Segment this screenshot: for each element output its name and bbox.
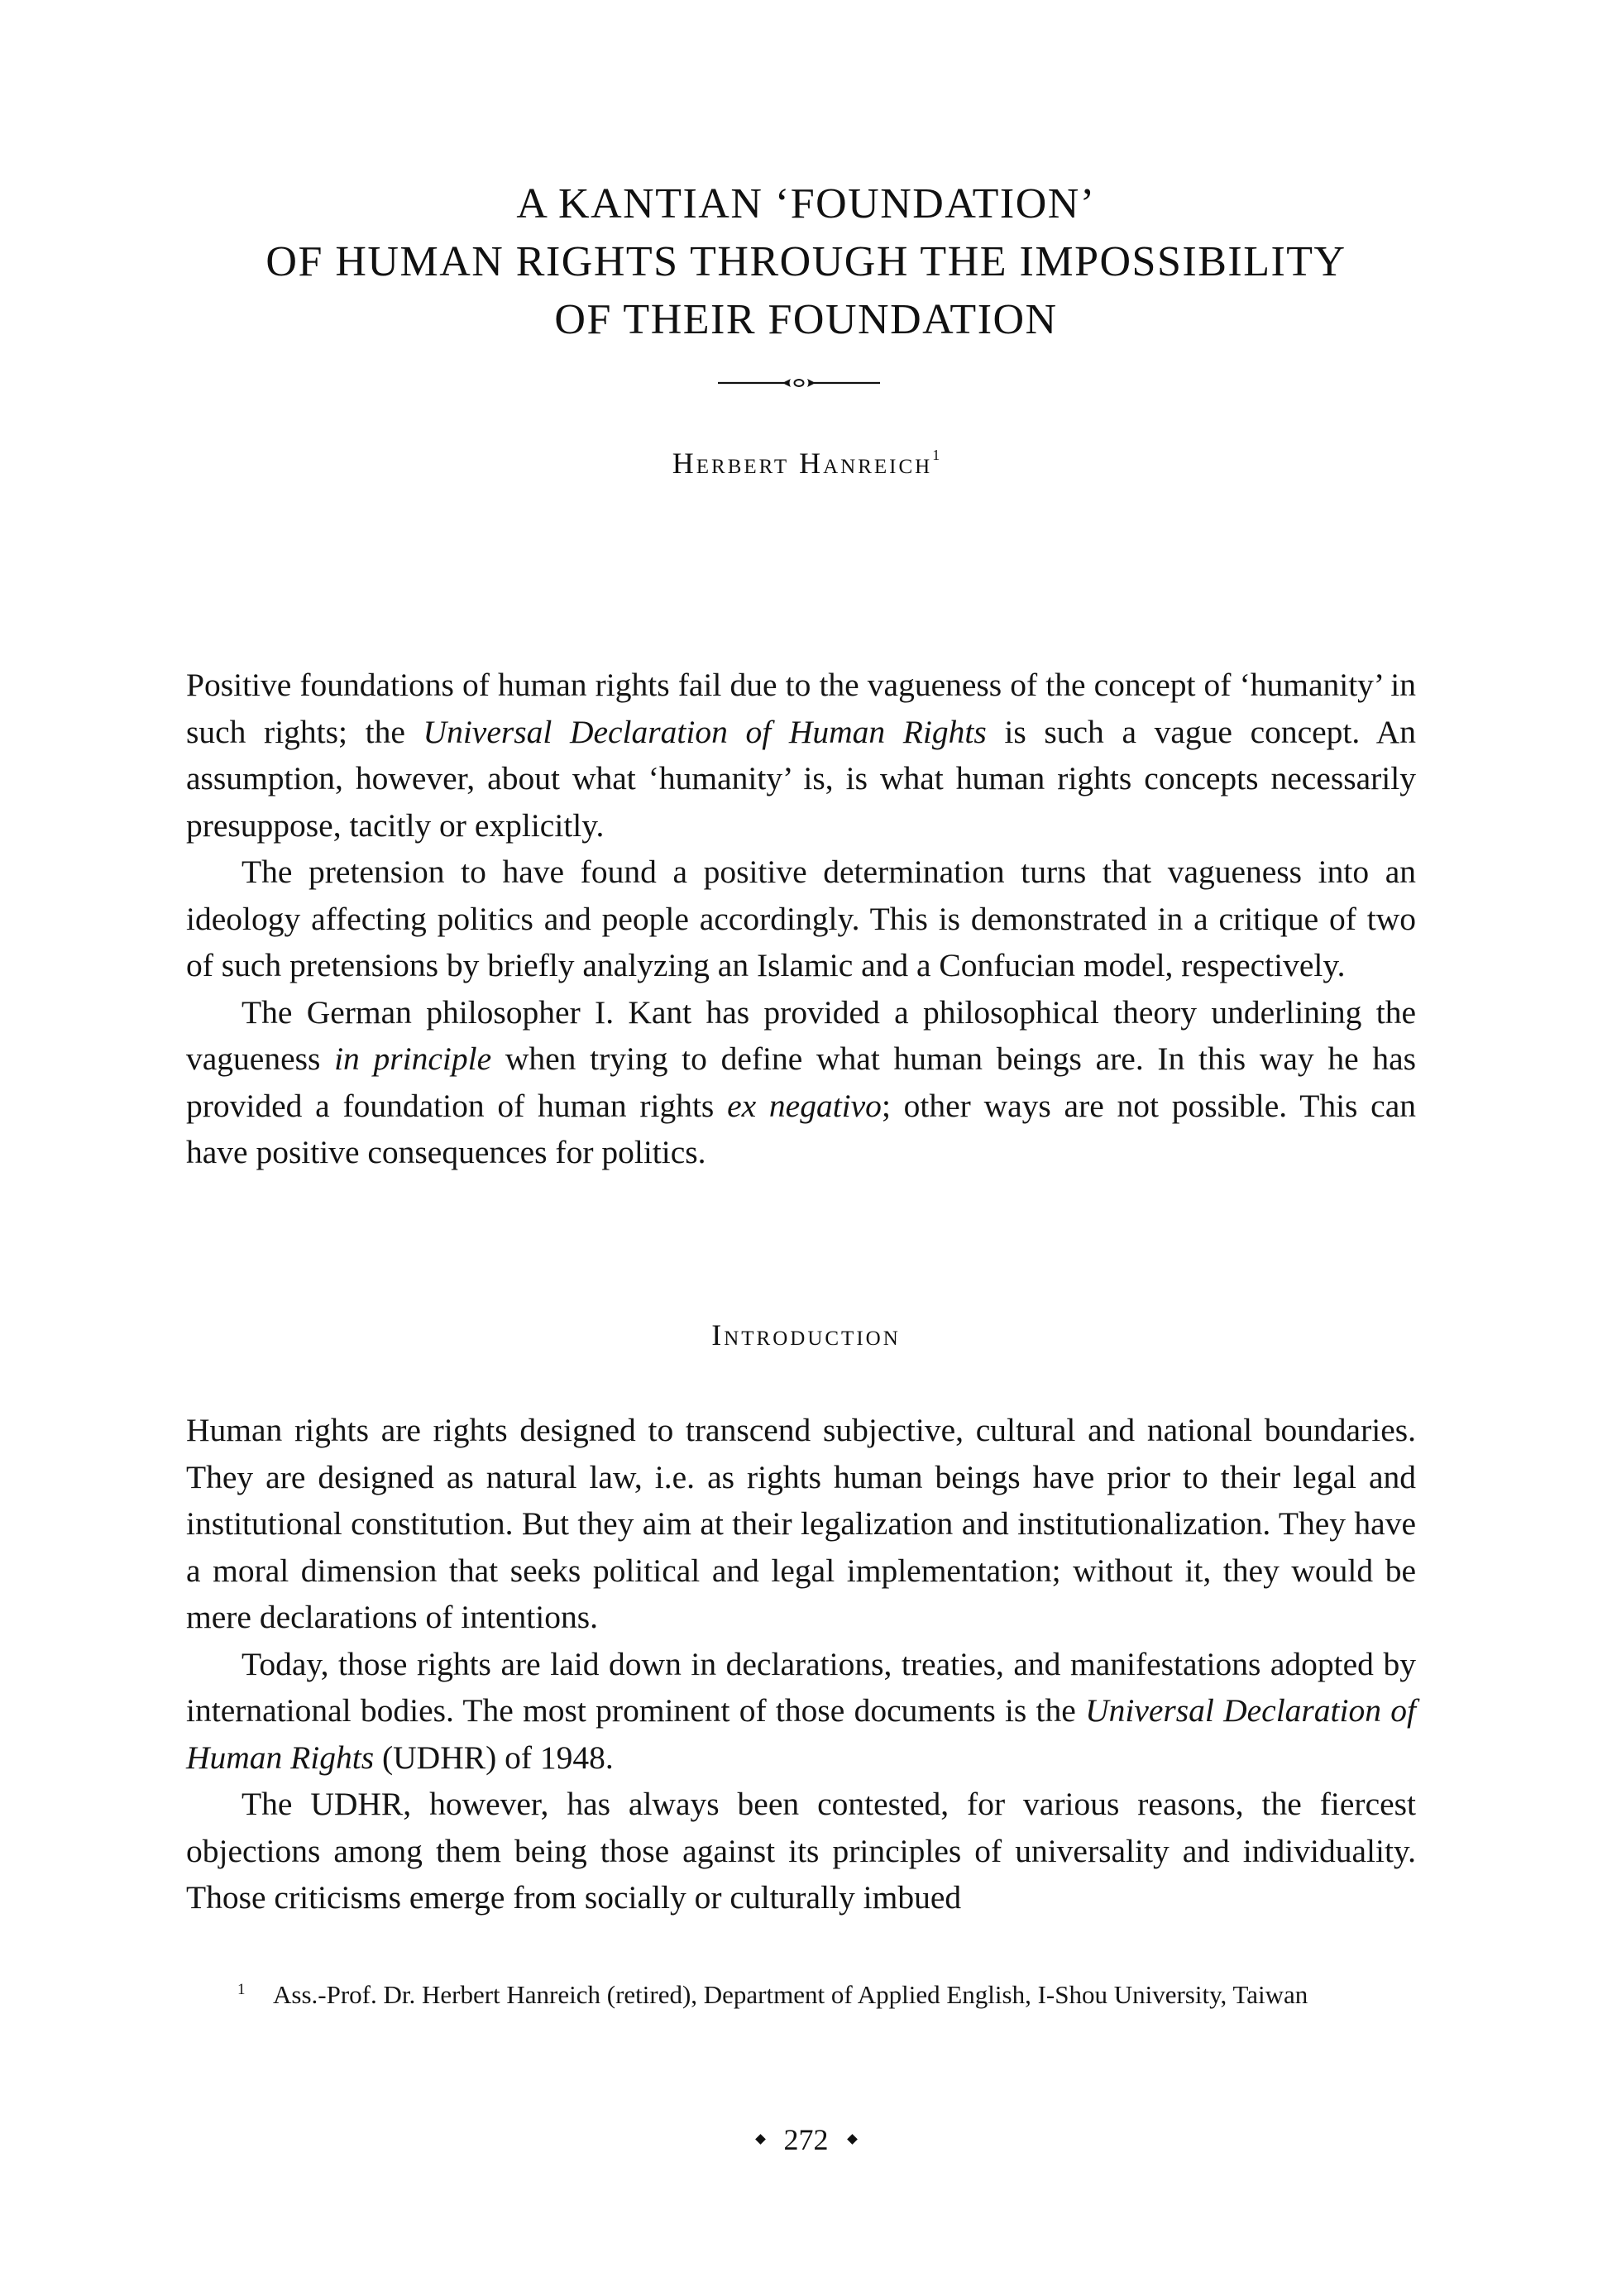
footnote bbox=[237, 1975, 1416, 2014]
fleuron-divider-icon bbox=[718, 374, 880, 392]
author-line bbox=[0, 445, 1612, 481]
text-run: ; other ways are not possible. This can have positive consequences for politics. bbox=[186, 1087, 1417, 1170]
body-paragraph bbox=[186, 1407, 1416, 1641]
paper-title bbox=[0, 175, 1612, 349]
text-run: Today, those rights are laid down in declarations, treaties, and manifestations adopted by international bodies. The most prominent of those documents is the bbox=[186, 1645, 1416, 1729]
body-paragraph bbox=[186, 1781, 1416, 1921]
title-line: OF HUMAN RIGHTS THROUGH THE IMPOSSIBILITY bbox=[265, 238, 1347, 285]
diamond-bullet-icon bbox=[755, 2134, 766, 2145]
italic-title: Universal Declaration of Human Rights bbox=[186, 1692, 1416, 1776]
footnote-text: Ass.-Prof. Dr. Herbert Hanreich (retired), Department of Applied English, I-Shou University, Taiwan bbox=[273, 1980, 1308, 2009]
footnote-marker: 1 bbox=[237, 1981, 246, 1998]
diamond-bullet-icon bbox=[847, 2134, 858, 2145]
text-run: (UDHR) of 1948. bbox=[374, 1739, 614, 1776]
abstract-paragraph bbox=[186, 849, 1416, 989]
text-run: when trying to define what human beings are. In this way he has provided a foundation of human rights bbox=[186, 1040, 1416, 1124]
title-line: A KANTIAN ‘FOUNDATION’ bbox=[516, 180, 1096, 227]
abstract-paragraph bbox=[186, 989, 1416, 1176]
page-number bbox=[0, 2121, 1612, 2158]
text-run: is such a vague concept. An assumption, however, about what ‘humanity’ is, is what human rights concepts necessarily presuppose, tacitly or explicitly. bbox=[186, 713, 1417, 844]
italic-emphasis: ex negativo bbox=[727, 1087, 882, 1124]
italic-emphasis: in principle bbox=[334, 1040, 492, 1077]
title-line: OF THEIR FOUNDATION bbox=[554, 296, 1058, 343]
abstract-paragraph bbox=[186, 662, 1416, 849]
text-run: The German philosopher I. Kant has provided a philosophical theory underlining the vagueness bbox=[186, 993, 1416, 1077]
text-run: Positive foundations of human rights fail due to the vagueness of the concept of ‘humanity’ in such rights; the bbox=[186, 667, 1416, 750]
footnote-reference[interactable]: 1 bbox=[932, 447, 940, 463]
abstract bbox=[186, 662, 1416, 1176]
text-run: Human rights are rights designed to transcend subjective, cultural and national boundaries. They are designed as natural law, i.e. as rights human beings have prior to their legal and institutional constitution. But they aim at their legalization and institutionalization. They have a moral dimension that seeks political and legal implementation; without it, they would be mere declarations of intentions. bbox=[186, 1412, 1416, 1635]
body-paragraph bbox=[186, 1641, 1416, 1782]
author-name: Herbert Hanreich bbox=[672, 447, 933, 480]
introduction-body bbox=[186, 1407, 1416, 1921]
page-number-value: 272 bbox=[783, 2123, 829, 2156]
text-run: The UDHR, however, has always been contested, for various reasons, the fiercest objections among them being those against its principles of universality and individuality. Those criticisms emerge from socially or culturally imbued bbox=[186, 1786, 1416, 1916]
italic-title: Universal Declaration of Human Rights bbox=[423, 713, 987, 750]
text-run: The pretension to have found a positive determination turns that vagueness into an ideology affecting politics and people accordingly. This is demonstrated in a critique of two of such pretensions by briefly analyzing an Islamic and a Confucian model, respectively. bbox=[186, 854, 1416, 983]
section-heading-introduction: Introduction bbox=[711, 1318, 901, 1351]
